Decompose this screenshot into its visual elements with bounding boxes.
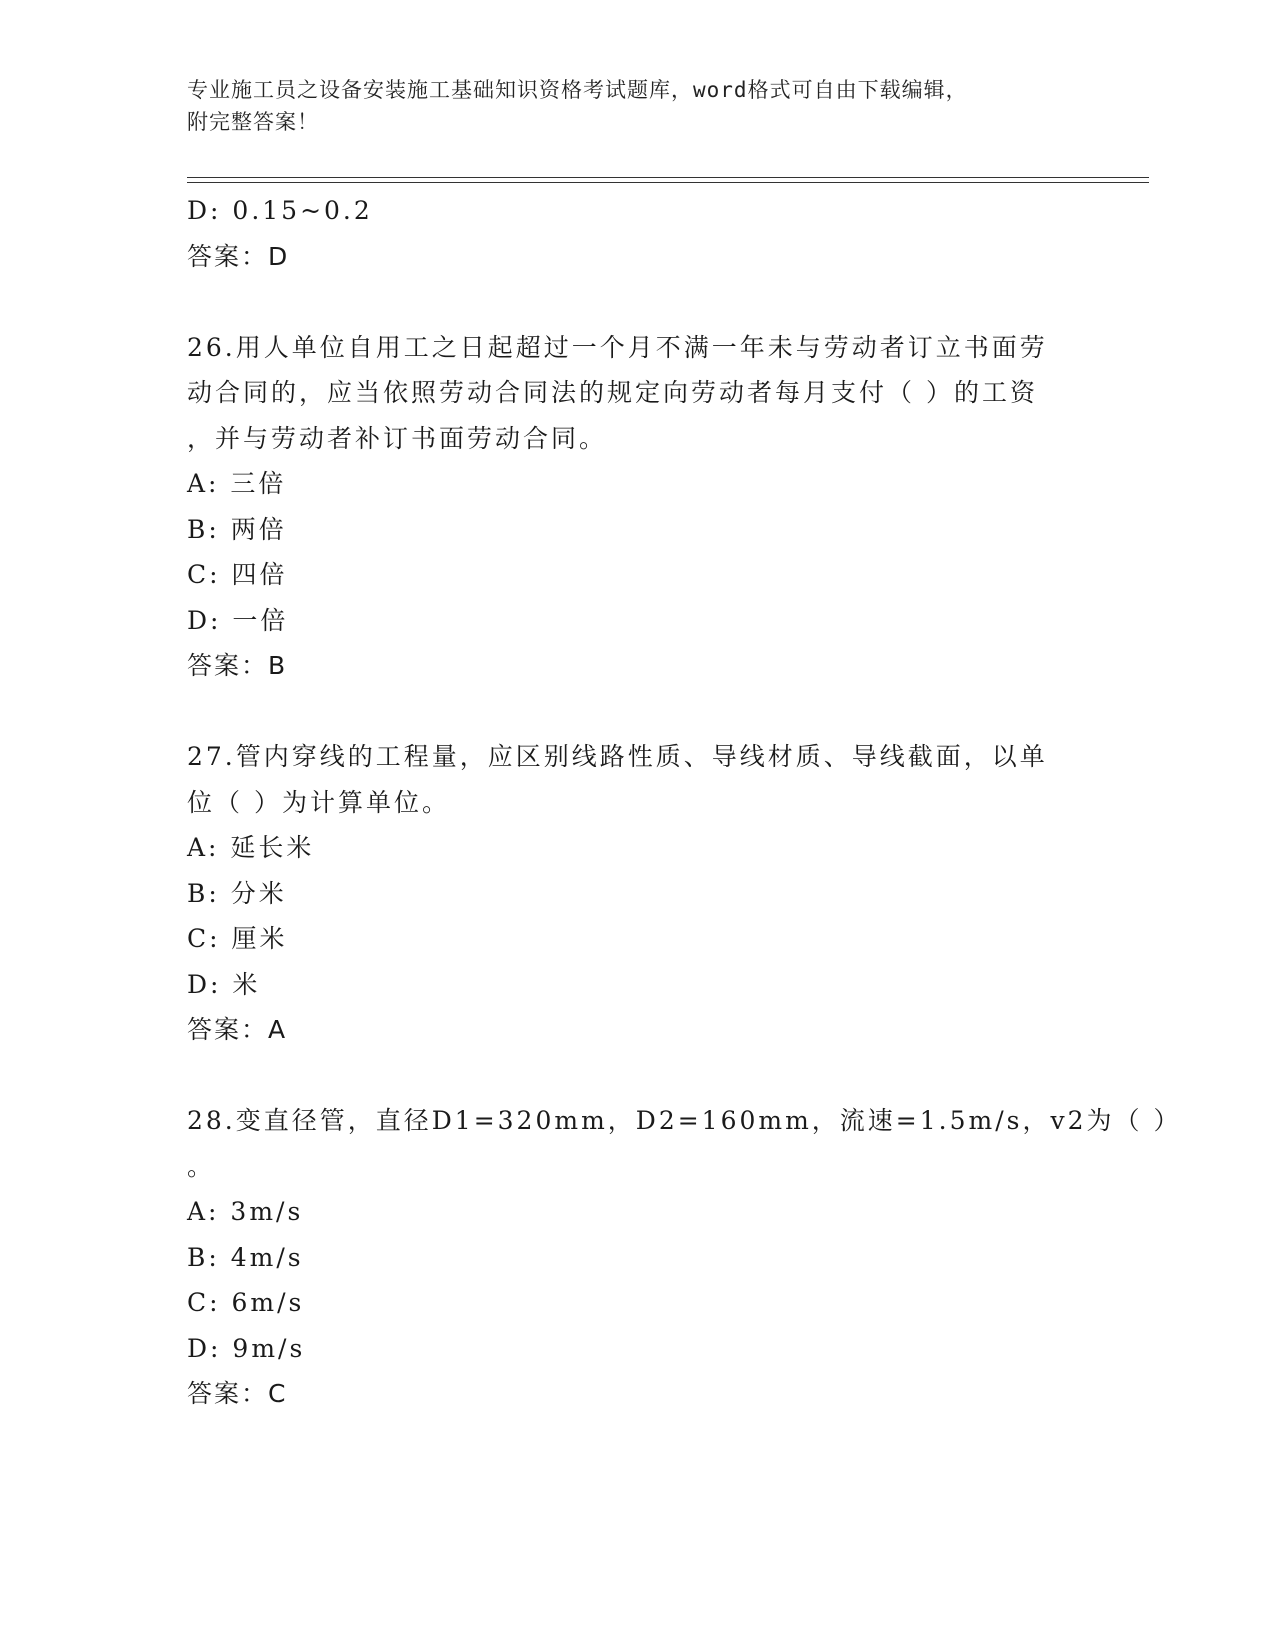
question-26 bbox=[187, 325, 1087, 689]
question-text-line: 。 bbox=[187, 1151, 216, 1181]
option-a: A: 3m/s bbox=[187, 1197, 304, 1226]
question-28 bbox=[187, 1098, 1182, 1417]
option-c: C: 四倍 bbox=[187, 560, 288, 589]
question-text-line: 27.管内穿线的工程量，应区别线路性质、导线材质、导线截面，以单 bbox=[187, 742, 1048, 771]
spacer bbox=[187, 1053, 1087, 1099]
answer-line: 答案：A bbox=[187, 1015, 288, 1044]
header-line-1: 专业施工员之设备安装施工基础知识资格考试题库，word格式可自由下载编辑， bbox=[187, 78, 968, 102]
option-d: D: 0.15~0.2 bbox=[187, 196, 373, 225]
question-text-line: ，并与劳动者补订书面劳动合同。 bbox=[187, 423, 608, 453]
option-d: D: 米 bbox=[187, 969, 261, 999]
answer-line: 答案：B bbox=[187, 651, 288, 680]
question-27 bbox=[187, 734, 1087, 1053]
spacer bbox=[187, 279, 1087, 325]
option-a: A: 延长米 bbox=[187, 833, 315, 862]
page-header bbox=[187, 74, 1087, 138]
question-text-line: 26.用人单位自用工之日起超过一个月不满一年未与劳动者订立书面劳 bbox=[187, 332, 1048, 362]
option-a: A: 三倍 bbox=[187, 469, 287, 498]
header-divider-top bbox=[187, 177, 1149, 178]
option-b: B: 分米 bbox=[187, 878, 287, 908]
spacer bbox=[187, 689, 1087, 735]
option-c: C: 6m/s bbox=[187, 1288, 305, 1317]
option-d: D: 一倍 bbox=[187, 605, 289, 635]
answer-line: 答案：C bbox=[187, 1379, 288, 1408]
header-line-2: 附完整答案！ bbox=[187, 110, 319, 134]
document-body bbox=[187, 188, 1182, 1417]
answer-line: 答案：D bbox=[187, 241, 290, 271]
question-text-line: 28.变直径管，直径D1=320mm，D2=160mm，流速=1.5m/s，v2为（ ） bbox=[187, 1106, 1182, 1135]
option-b: B: 4m/s bbox=[187, 1242, 304, 1272]
option-c: C: 厘米 bbox=[187, 924, 288, 953]
option-b: B: 两倍 bbox=[187, 514, 287, 544]
header-divider-bottom bbox=[187, 182, 1149, 183]
question-text-line: 动合同的，应当依照劳动合同法的规定向劳动者每月支付（ ）的工资 bbox=[187, 378, 1038, 407]
option-d: D: 9m/s bbox=[187, 1333, 306, 1363]
question-text-line: 位（ ）为计算单位。 bbox=[187, 787, 450, 817]
